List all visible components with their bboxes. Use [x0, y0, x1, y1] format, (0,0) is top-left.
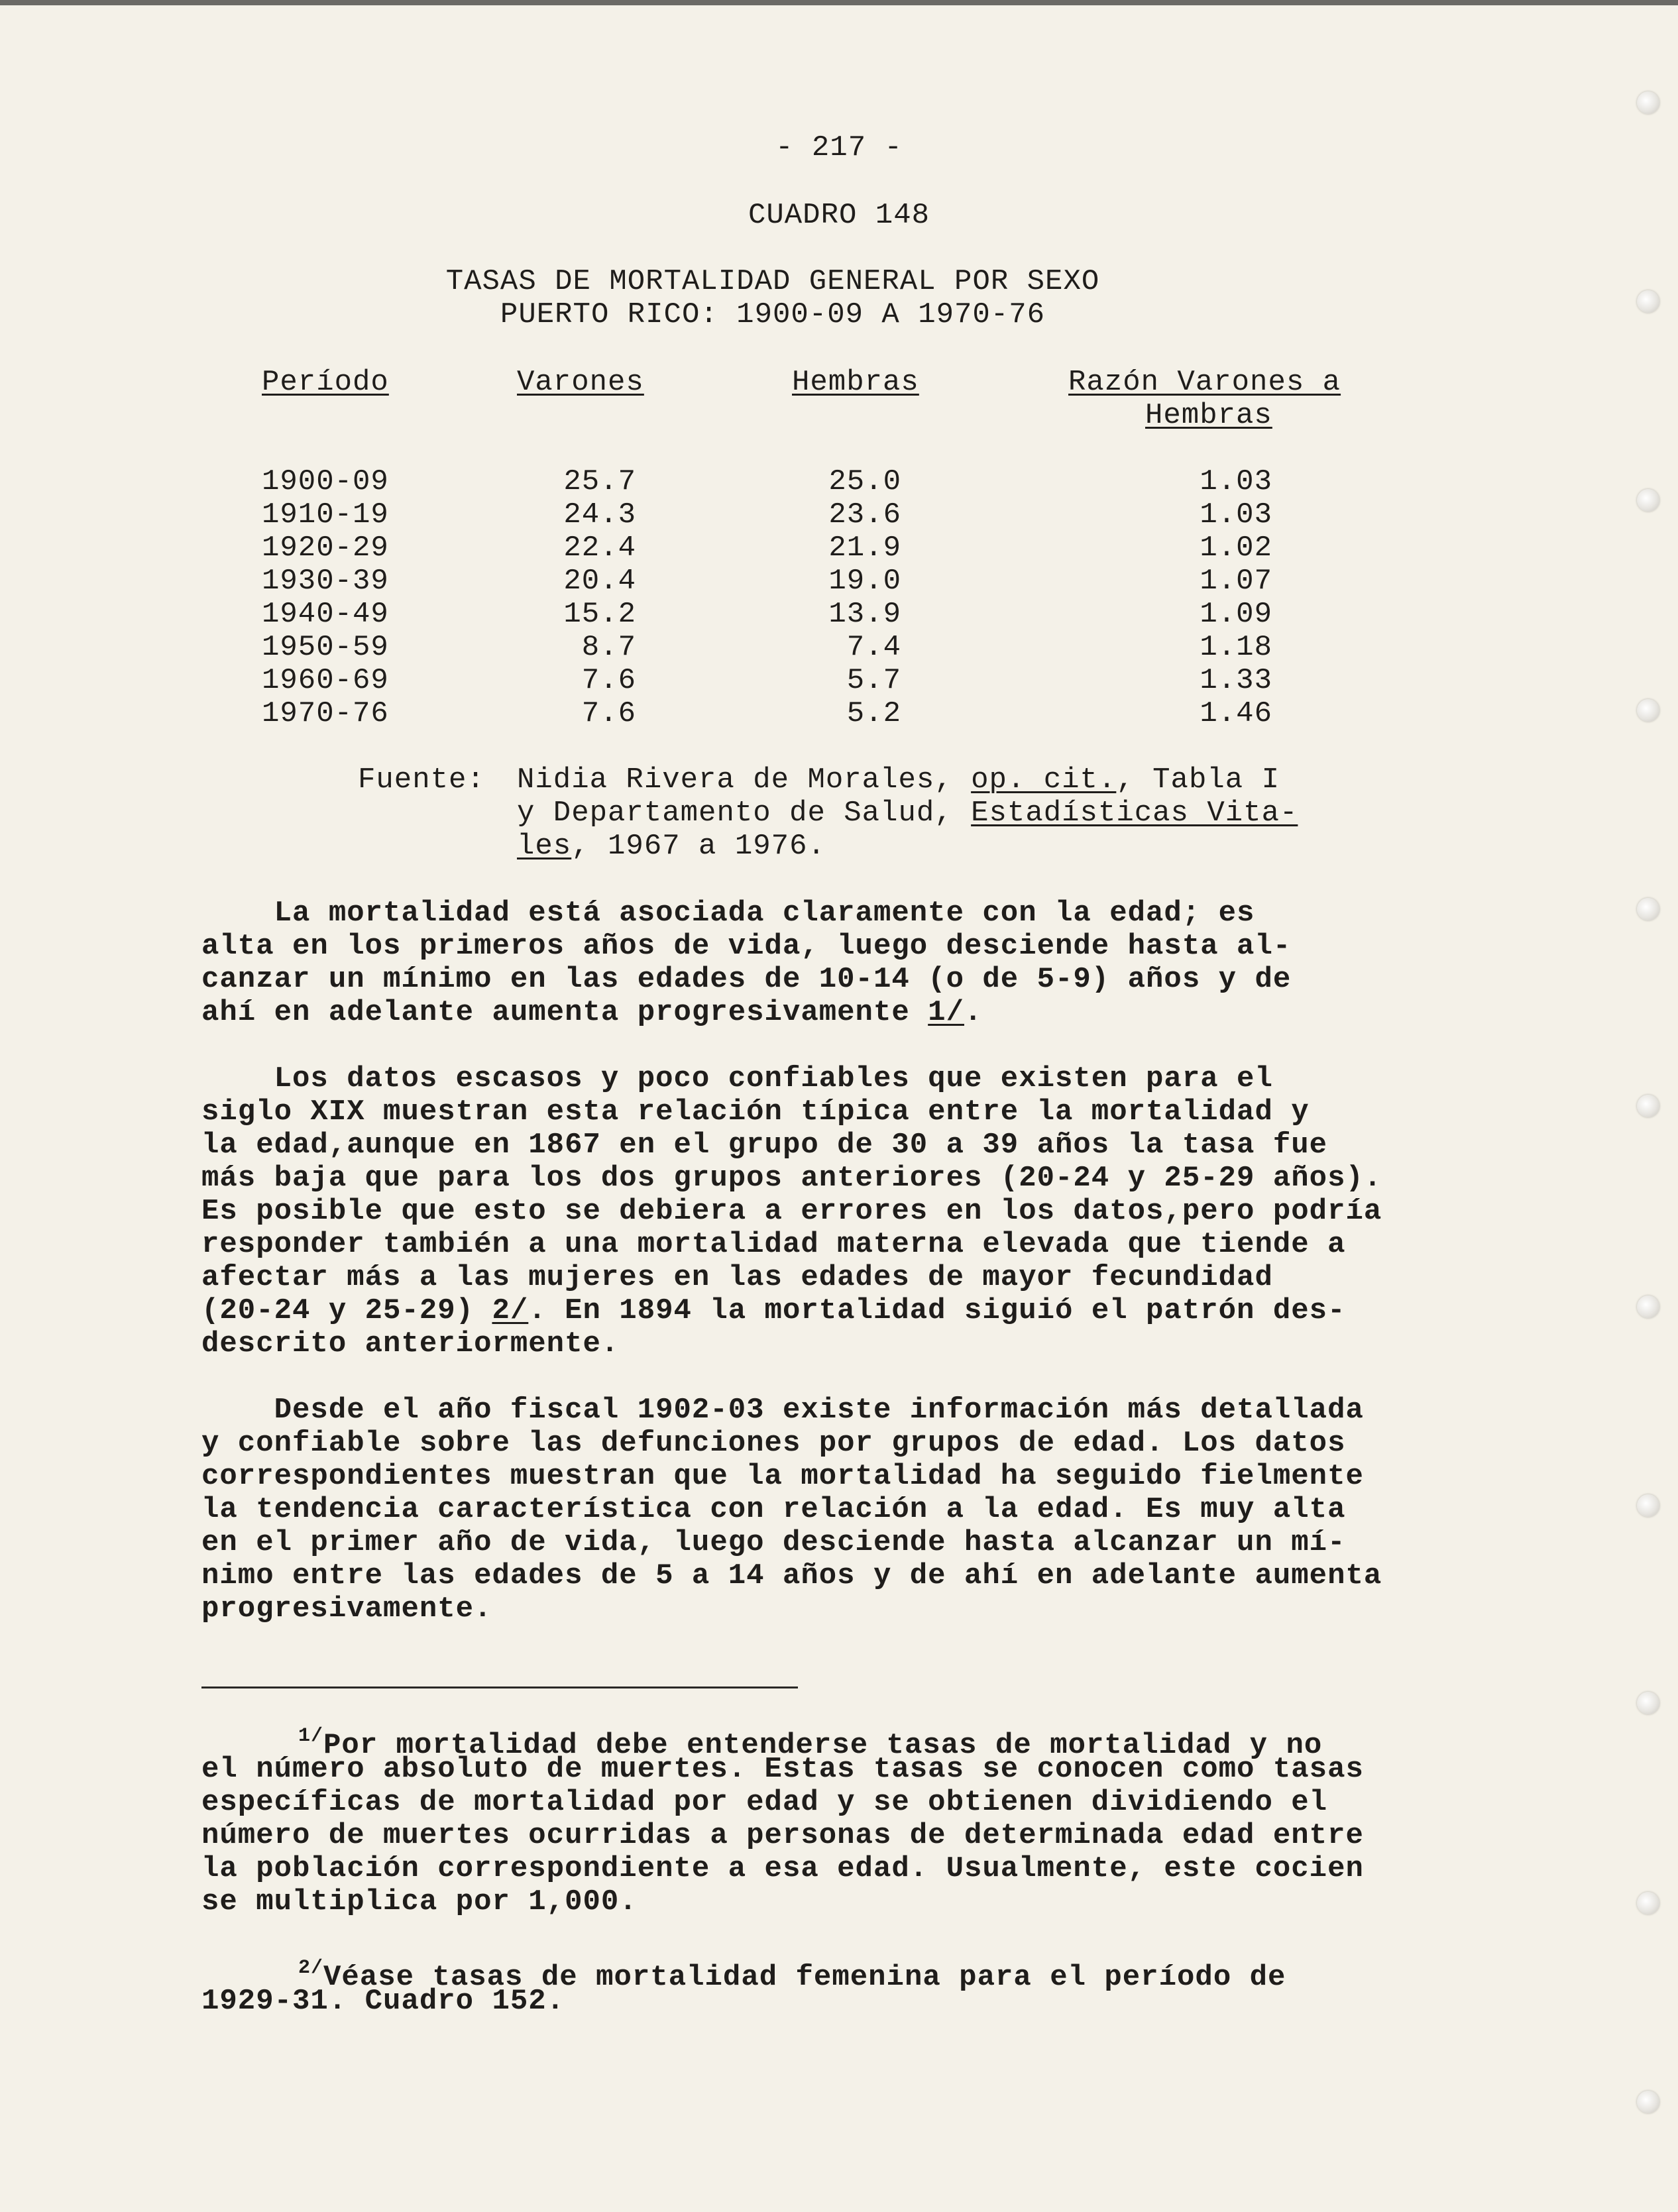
punch-hole-icon: [1637, 2091, 1659, 2113]
table-label: CUADRO 148: [748, 199, 930, 232]
punch-hole-icon: [1637, 1296, 1659, 1318]
cell-ratio: 1.46: [1200, 697, 1272, 730]
paragraph-1-line: La mortalidad está asociada claramente con la edad; es: [201, 897, 1255, 930]
cell-ratio: 1.03: [1200, 498, 1272, 531]
paragraph-3-line: progresivamente.: [201, 1592, 492, 1626]
cell-females: 25.0: [828, 465, 901, 498]
paragraph-1-line: ahí en adelante aumenta progresivamente 1/.: [201, 996, 983, 1029]
paragraph-3-line: Desde el año fiscal 1902-03 existe información más detallada: [201, 1394, 1364, 1427]
footnote-1-mark: 1/: [298, 1725, 324, 1747]
cell-males: 22.4: [563, 531, 636, 565]
cell-females: 13.9: [828, 598, 901, 631]
paragraph-3-line: nimo entre las edades de 5 a 14 años y de ahí en adelante aumenta: [201, 1559, 1382, 1592]
paragraph-2-line: descrito anteriormente.: [201, 1327, 620, 1360]
cell-ratio: 1.09: [1200, 598, 1272, 631]
footnote-1-line: específicas de mortalidad por edad y se obtienen dividiendo el: [201, 1786, 1328, 1819]
punch-hole-icon: [1637, 91, 1659, 114]
cell-ratio: 1.18: [1200, 631, 1272, 664]
footnote-ref-2: 2/: [492, 1294, 529, 1327]
paragraph-3-line: la tendencia característica con relación a la edad. Es muy alta: [201, 1493, 1346, 1526]
punch-hole-icon: [1637, 1892, 1659, 1914]
punch-hole-icon: [1637, 1494, 1659, 1517]
cell-period: 1970-76: [262, 697, 389, 730]
paragraph-2-line: (20-24 y 25-29) 2/. En 1894 la mortalidad siguió el patrón des-: [201, 1294, 1346, 1327]
source-line-3: les, 1967 a 1976.: [517, 830, 826, 863]
column-header-ratio: Razón Varones a: [1068, 366, 1341, 399]
source-line-2: y Departamento de Salud, Estadísticas Vita-: [517, 797, 1298, 830]
cell-females: 19.0: [828, 565, 901, 598]
source-label: Fuente:: [358, 763, 485, 797]
cell-males: 25.7: [563, 465, 636, 498]
top-edge-line: [0, 0, 1678, 5]
cell-ratio: 1.33: [1200, 664, 1272, 697]
cell-females: 7.4: [846, 631, 901, 664]
cell-males: 8.7: [581, 631, 636, 664]
table-title-line1: TASAS DE MORTALIDAD GENERAL POR SEXO: [445, 265, 1100, 298]
cell-males: 15.2: [563, 598, 636, 631]
cell-period: 1900-09: [262, 465, 389, 498]
footnote-1-line: se multiplica por 1,000.: [201, 1885, 638, 1918]
footnote-2-line: 1929-31. Cuadro 152.: [201, 1985, 565, 2018]
footnote-2-mark: 2/: [298, 1957, 324, 1979]
punch-hole-icon: [1637, 699, 1659, 722]
cell-ratio: 1.07: [1200, 565, 1272, 598]
footnote-2-line: $^{2/}$Véase tasas de mortalidad femenina para el período de: [298, 1957, 1286, 1994]
cell-period: 1910-19: [262, 498, 389, 531]
paragraph-3-line: correspondientes muestran que la mortalidad ha seguido fielmente: [201, 1460, 1364, 1493]
cell-males: 20.4: [563, 565, 636, 598]
cell-males: 24.3: [563, 498, 636, 531]
paragraph-2-line: Los datos escasos y poco confiables que existen para el: [201, 1062, 1273, 1095]
column-header-males: Varones: [517, 366, 644, 399]
paragraph-2-line: la edad,aunque en 1867 en el grupo de 30 a 39 años la tasa fue: [201, 1129, 1328, 1162]
punch-hole-icon: [1637, 1692, 1659, 1714]
cell-females: 5.2: [846, 697, 901, 730]
column-header-ratio-line2: Hembras: [1145, 399, 1272, 432]
cell-ratio: 1.03: [1200, 465, 1272, 498]
page-number: - 217 -: [775, 131, 903, 164]
punch-hole-icon: [1637, 489, 1659, 512]
cell-females: 21.9: [828, 531, 901, 565]
cell-period: 1960-69: [262, 664, 389, 697]
paragraph-3-line: en el primer año de vida, luego desciende hasta alcanzar un mí-: [201, 1526, 1346, 1559]
footnote-separator: [201, 1687, 798, 1688]
paragraph-3-line: y confiable sobre las defunciones por grupos de edad. Los datos: [201, 1427, 1346, 1460]
table-title-line2: PUERTO RICO: 1900-09 A 1970-76: [500, 298, 1046, 331]
footnote-1-line: $^{1/}$Por mortalidad debe entenderse tasas de mortalidad y no: [298, 1725, 1323, 1762]
paragraph-1-line: alta en los primeros años de vida, luego desciende hasta al-: [201, 930, 1292, 963]
cell-period: 1930-39: [262, 565, 389, 598]
source-line-1: Nidia Rivera de Morales, op. cit., Tabla I: [517, 763, 1280, 797]
cell-males: 7.6: [581, 664, 636, 697]
punch-hole-icon: [1637, 898, 1659, 920]
paragraph-2-line: Es posible que esto se debiera a errores en los datos,pero podría: [201, 1195, 1382, 1228]
footnote-1-line: el número absoluto de muertes. Estas tasas se conocen como tasas: [201, 1753, 1364, 1786]
cell-period: 1920-29: [262, 531, 389, 565]
paragraph-2-line: más baja que para los dos grupos anteriores (20-24 y 25-29 años).: [201, 1162, 1382, 1195]
footnote-1-line: la población correspondiente a esa edad. Usualmente, este cocien: [201, 1852, 1364, 1885]
paragraph-2-line: afectar más a las mujeres en las edades de mayor fecundidad: [201, 1261, 1273, 1294]
punch-hole-icon: [1637, 1095, 1659, 1117]
column-header-females: Hembras: [792, 366, 919, 399]
paragraph-1-line: canzar un mínimo en las edades de 10-14 (o de 5-9) años y de: [201, 963, 1292, 996]
cell-period: 1950-59: [262, 631, 389, 664]
cell-males: 7.6: [581, 697, 636, 730]
footnote-1-line: número de muertes ocurridas a personas de determinada edad entre: [201, 1819, 1364, 1852]
paragraph-2-line: siglo XIX muestran esta relación típica entre la mortalidad y: [201, 1095, 1310, 1129]
punch-hole-icon: [1637, 290, 1659, 313]
paragraph-2-line: responder también a una mortalidad materna elevada que tiende a: [201, 1228, 1346, 1261]
cell-females: 23.6: [828, 498, 901, 531]
cell-period: 1940-49: [262, 598, 389, 631]
footnote-ref-1: 1/: [928, 996, 964, 1029]
cell-ratio: 1.02: [1200, 531, 1272, 565]
column-header-period: Período: [262, 366, 389, 399]
cell-females: 5.7: [846, 664, 901, 697]
